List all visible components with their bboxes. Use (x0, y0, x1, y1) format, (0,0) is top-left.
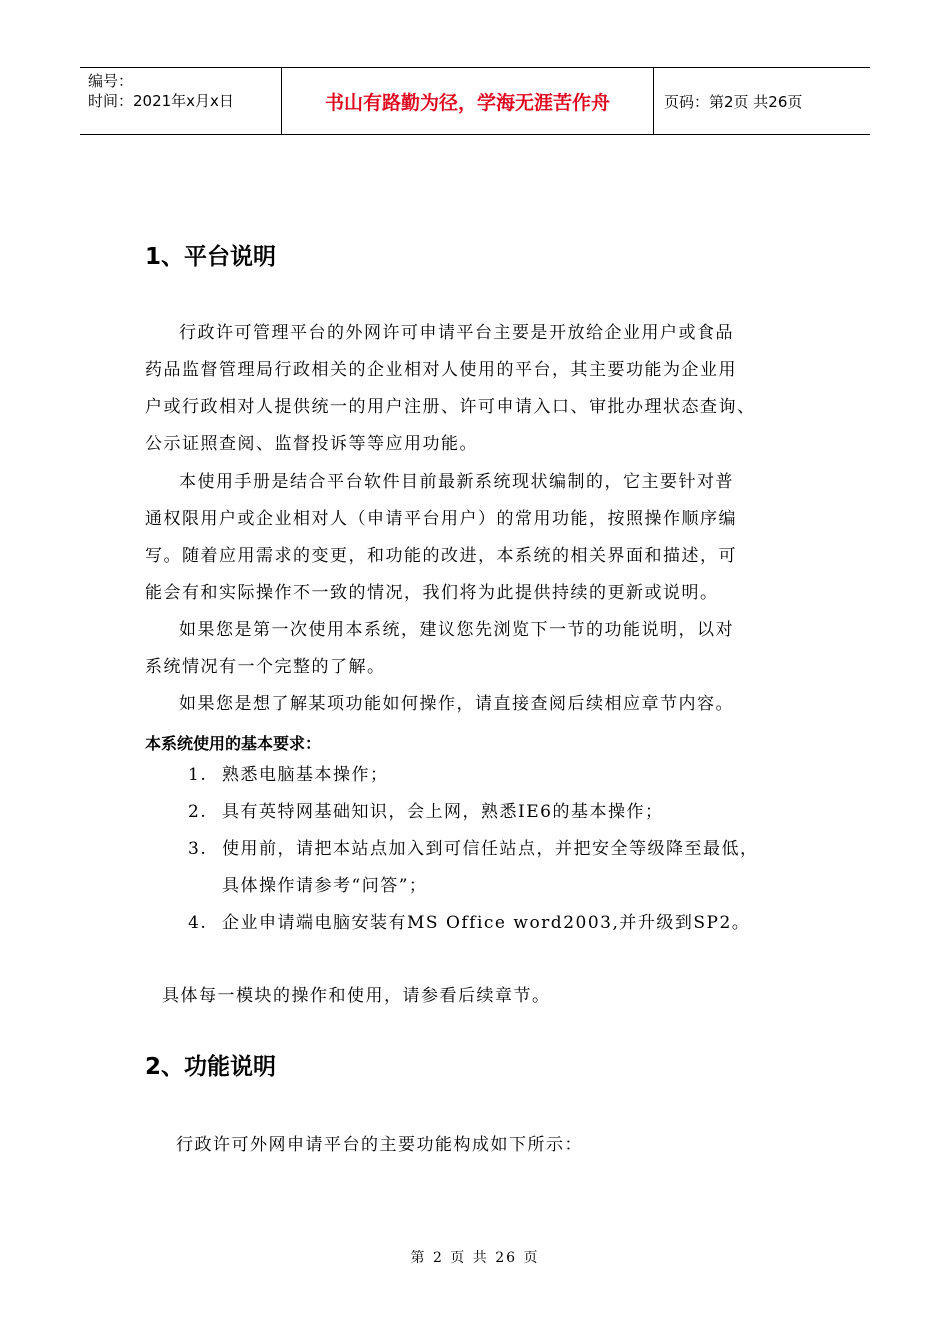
section1-title: 1、平台说明 (145, 244, 277, 270)
para-line: 写。随着应用需求的变更，和功能的改进，本系统的相关界面和描述，可 (145, 546, 737, 566)
section2-title: 2、功能说明 (145, 1054, 277, 1080)
para-line: 本使用手册是结合平台软件目前最新系统现状编制的，它主要针对普 (179, 472, 734, 492)
list-number: 3. (188, 839, 208, 859)
requirements-label: 本系统使用的基本要求： (145, 734, 322, 753)
number-label: 编号： (88, 72, 134, 90)
section1-para2 (145, 464, 737, 612)
list-text: 熟悉电脑基本操作； (222, 765, 389, 785)
time-label: 时间：2021年x月x日 (88, 92, 234, 110)
header-motto: 书山有路勤为径，学海无涯苦作舟 (282, 68, 654, 134)
para-line: 能会有和实际操作不一致的情况，我们将为此提供持续的更新或说明。 (145, 583, 719, 603)
section1-closing: 具体每一模块的操作和使用，请参看后续章节。 (162, 986, 551, 1006)
para-line: 如果您是想了解某项功能如何操作，请直接查阅后续相应章节内容。 (179, 694, 734, 714)
para-line: 公示证照查阅、监督投诉等等应用功能。 (145, 434, 478, 454)
list-item (188, 794, 663, 831)
page-footer: 第 2 页 共 26 页 (410, 1250, 540, 1266)
list-text: 企业申请端电脑安装有MS Office word2003,并升级到SP2。 (222, 913, 751, 933)
section1-para1 (145, 315, 756, 463)
list-number: 1. (188, 765, 208, 785)
para-line: 通权限用户或企业相对人（申请平台用户）的常用功能，按照操作顺序编 (145, 509, 737, 529)
list-text: 具有英特网基础知识，会上网，熟悉IE6的基本操作； (222, 802, 664, 822)
para-line: 行政许可管理平台的外网许可申请平台主要是开放给企业用户或食品 (179, 323, 734, 343)
section1-para3 (145, 612, 734, 686)
header-page-info: 页码：第2页 共26页 (664, 92, 803, 111)
list-number: 4. (188, 913, 208, 933)
header-meta (80, 68, 282, 134)
list-item (188, 757, 389, 794)
para-line: 如果您是第一次使用本系统，建议您先浏览下一节的功能说明，以对 (179, 620, 734, 640)
para-line: 户或行政相对人提供统一的用户注册、许可申请入口、审批办理状态查询、 (145, 397, 756, 417)
list-item (188, 905, 750, 942)
section1-para4 (145, 686, 734, 723)
list-item (188, 831, 759, 905)
list-number: 2. (188, 802, 208, 822)
document-header (80, 67, 870, 135)
list-text: 使用前，请把本站点加入到可信任站点，并把安全等级降至最低， (222, 839, 759, 859)
section2-para1: 行政许可外网申请平台的主要功能构成如下所示： (176, 1135, 583, 1155)
para-line: 系统情况有一个完整的了解。 (145, 657, 386, 677)
para-line: 药品监督管理局行政相关的企业相对人使用的平台，其主要功能为企业用 (145, 360, 737, 380)
list-text-continued: 具体操作请参考“问答”； (222, 876, 428, 896)
